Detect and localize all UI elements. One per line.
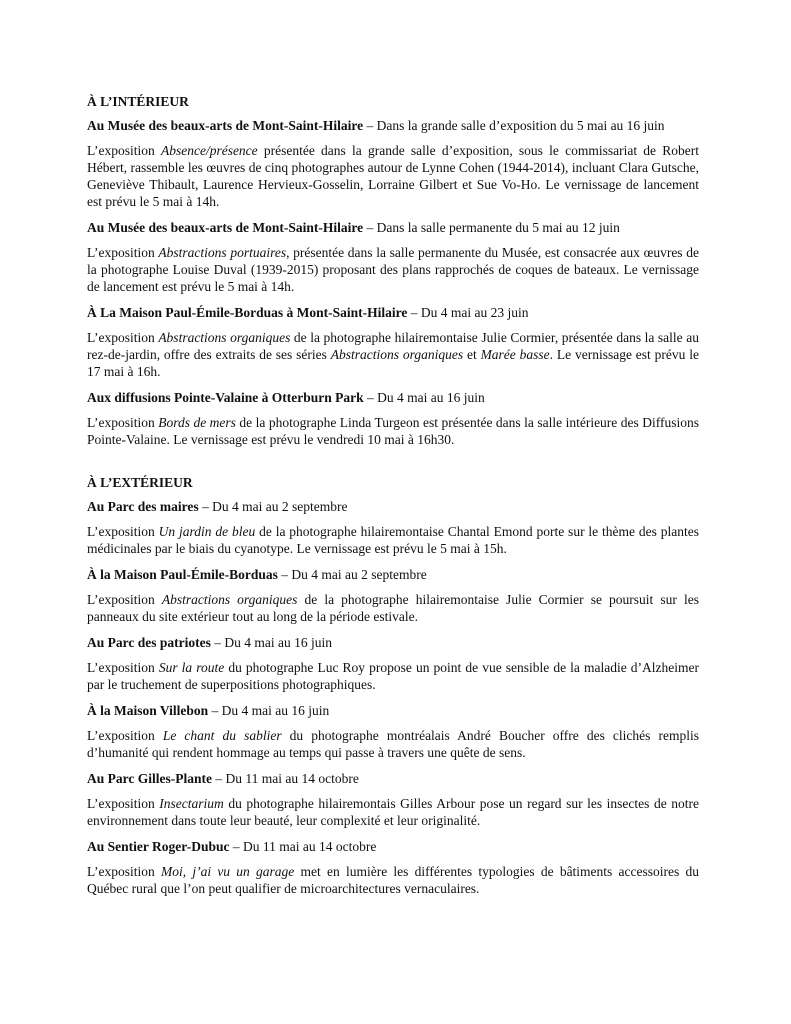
- desc-text: . Le vernissage est prévu le 17 mai à 16h.: [87, 347, 699, 379]
- event-heading: [87, 219, 699, 236]
- desc-text: de la photographe hilairemontaise Julie Cormier, présentée dans la salle au rez-de-jardin, offre des extraits de ses séries: [87, 330, 699, 362]
- event-description: [87, 863, 699, 897]
- exhibition-title: Le chant du sablier: [162, 728, 282, 743]
- event-venue: Au Parc Gilles-Plante: [87, 771, 212, 786]
- desc-text: du photographe Luc Roy propose un point de vue sensible de la maladie d’Alzheimer par le truchement de superpositions photographiques.: [87, 660, 700, 692]
- event-dates: – Du 4 mai au 16 juin: [208, 703, 330, 718]
- desc-text: et: [463, 347, 481, 362]
- event-item: [87, 219, 699, 295]
- event-heading: [87, 304, 699, 321]
- series-title: Abstractions organiques: [330, 347, 464, 362]
- document-body: [87, 93, 699, 906]
- event-heading: [87, 634, 699, 651]
- event-description: [87, 414, 699, 448]
- event-heading: [87, 838, 699, 855]
- event-heading: [87, 389, 699, 406]
- exhibition-title: Absence/présence: [160, 143, 258, 158]
- event-description: [87, 795, 699, 829]
- event-heading: [87, 702, 699, 719]
- event-item: [87, 838, 699, 897]
- section-title: À L’INTÉRIEUR: [87, 94, 189, 109]
- event-venue: Au Parc des maires: [87, 499, 199, 514]
- event-venue: Aux diffusions Pointe-Valaine à Otterburn Park: [87, 390, 364, 405]
- event-dates: – Dans la salle permanente du 5 mai au 12 juin: [363, 220, 620, 235]
- event-venue: Au Musée des beaux-arts de Mont-Saint-Hilaire: [87, 118, 364, 133]
- event-description: [87, 591, 699, 625]
- exhibition-title: Sur la route: [158, 660, 225, 675]
- desc-text: L’exposition: [87, 415, 159, 430]
- exhibition-title: Abstractions organiques: [158, 330, 291, 345]
- event-venue: Au Musée des beaux-arts de Mont-Saint-Hilaire: [87, 220, 364, 235]
- event-dates: – Du 4 mai au 16 juin: [210, 635, 332, 650]
- desc-text: L’exposition: [87, 245, 159, 260]
- exhibition-title: Abstractions portuaires: [158, 245, 287, 260]
- desc-text: met en lumière les différentes typologies de bâtiments accessoires du Québec rural que l’on peut qualifier de microarchitectures vernaculaires.: [87, 864, 699, 896]
- event-item: [87, 634, 699, 693]
- event-description: [87, 727, 699, 761]
- desc-text: L’exposition: [87, 524, 159, 539]
- event-description: [87, 142, 699, 210]
- event-venue: Au Sentier Roger-Dubuc: [87, 839, 230, 854]
- event-item: [87, 117, 699, 210]
- event-description: [87, 329, 699, 380]
- event-heading: [87, 117, 699, 134]
- event-venue: À La Maison Paul-Émile-Borduas à Mont-Saint-Hilaire: [87, 305, 408, 320]
- event-venue: À la Maison Villebon: [87, 703, 209, 718]
- event-dates: – Du 4 mai au 23 juin: [407, 305, 529, 320]
- desc-text: L’exposition: [87, 660, 159, 675]
- event-item: [87, 770, 699, 829]
- desc-text: L’exposition: [87, 864, 161, 879]
- desc-text: de la photographe Linda Turgeon est présentée dans la salle intérieure des Diffusions Pointe-Valaine. Le vernissage est prévu le vendredi 10 mai à 16h30.: [87, 415, 699, 447]
- desc-text: L’exposition: [87, 592, 162, 607]
- desc-text: L’exposition: [87, 330, 159, 345]
- desc-text: de la photographe hilairemontaise Julie Cormier se poursuit sur les panneaux du site extérieur tout au long de la période estivale.: [87, 592, 699, 624]
- event-venue: Au Parc des patriotes: [87, 635, 211, 650]
- event-heading: [87, 566, 699, 583]
- desc-text: de la photographe hilairemontaise Chantal Emond porte sur le thème des plantes médicinales par le biais du cyanotype. Le vernissage est prévu le 5 mai à 15h.: [87, 524, 699, 556]
- exhibition-title: Insectarium: [159, 796, 224, 811]
- exhibition-title: Bords de mers: [158, 415, 236, 430]
- desc-text: présentée dans la grande salle d’exposition, sous le commissariat de Robert Hébert, rassemble les œuvres de cinq photographes autour de Lynne Cohen (1944-2014), incluant Clara Gutsche, Geneviève Thibault, Laurence Hervieux-Gosselin, Lorraine Gilbert et Sue Vo-Ho. Le vernissage de lancement est prévu le 5 mai à 14h.: [87, 143, 699, 209]
- event-dates: – Du 4 mai au 2 septembre: [277, 567, 427, 582]
- desc-text: du photographe hilairemontais Gilles Arbour pose un regard sur les insectes de notre environnement dans toute leur beauté, leur complexité et leur originalité.: [87, 796, 699, 828]
- exhibition-title: Un jardin de bleu: [158, 524, 256, 539]
- event-heading: [87, 770, 699, 787]
- exhibition-title: Abstractions organiques: [161, 592, 298, 607]
- event-item: [87, 702, 699, 761]
- event-heading: [87, 498, 699, 515]
- event-item: [87, 304, 699, 380]
- desc-text: L’exposition: [87, 143, 161, 158]
- event-venue: À la Maison Paul-Émile-Borduas: [87, 567, 278, 582]
- event-dates: – Dans la grande salle d’exposition du 5 mai au 16 juin: [363, 118, 665, 133]
- event-dates: – Du 11 mai au 14 octobre: [211, 771, 359, 786]
- desc-text: du photographe montréalais André Boucher offre des clichés remplis d’humanité qui rendent hommage au temps qui passe à travers une quête de sens.: [87, 728, 699, 760]
- event-description: [87, 244, 699, 295]
- section-exterieur: [87, 474, 699, 897]
- series-title: Marée basse: [480, 347, 550, 362]
- event-item: [87, 566, 699, 625]
- event-dates: – Du 11 mai au 14 octobre: [229, 839, 377, 854]
- event-description: [87, 523, 699, 557]
- event-dates: – Du 4 mai au 16 juin: [363, 390, 485, 405]
- event-item: [87, 389, 699, 448]
- event-item: [87, 498, 699, 557]
- section-interieur: [87, 93, 699, 448]
- event-dates: – Du 4 mai au 2 septembre: [198, 499, 348, 514]
- desc-text: , présentée dans la salle permanente du Musée, est consacrée aux œuvres de la photographe Louise Duval (1939-2015) proposant des plans rapprochés de coques de bateaux. Le vernissage de lancement est prévu le 5 mai à 14h.: [87, 245, 699, 294]
- desc-text: L’exposition: [87, 728, 163, 743]
- event-description: [87, 659, 699, 693]
- section-title: À L’EXTÉRIEUR: [87, 475, 193, 490]
- desc-text: L’exposition: [87, 796, 160, 811]
- exhibition-title: Moi, j’ai vu un garage: [160, 864, 295, 879]
